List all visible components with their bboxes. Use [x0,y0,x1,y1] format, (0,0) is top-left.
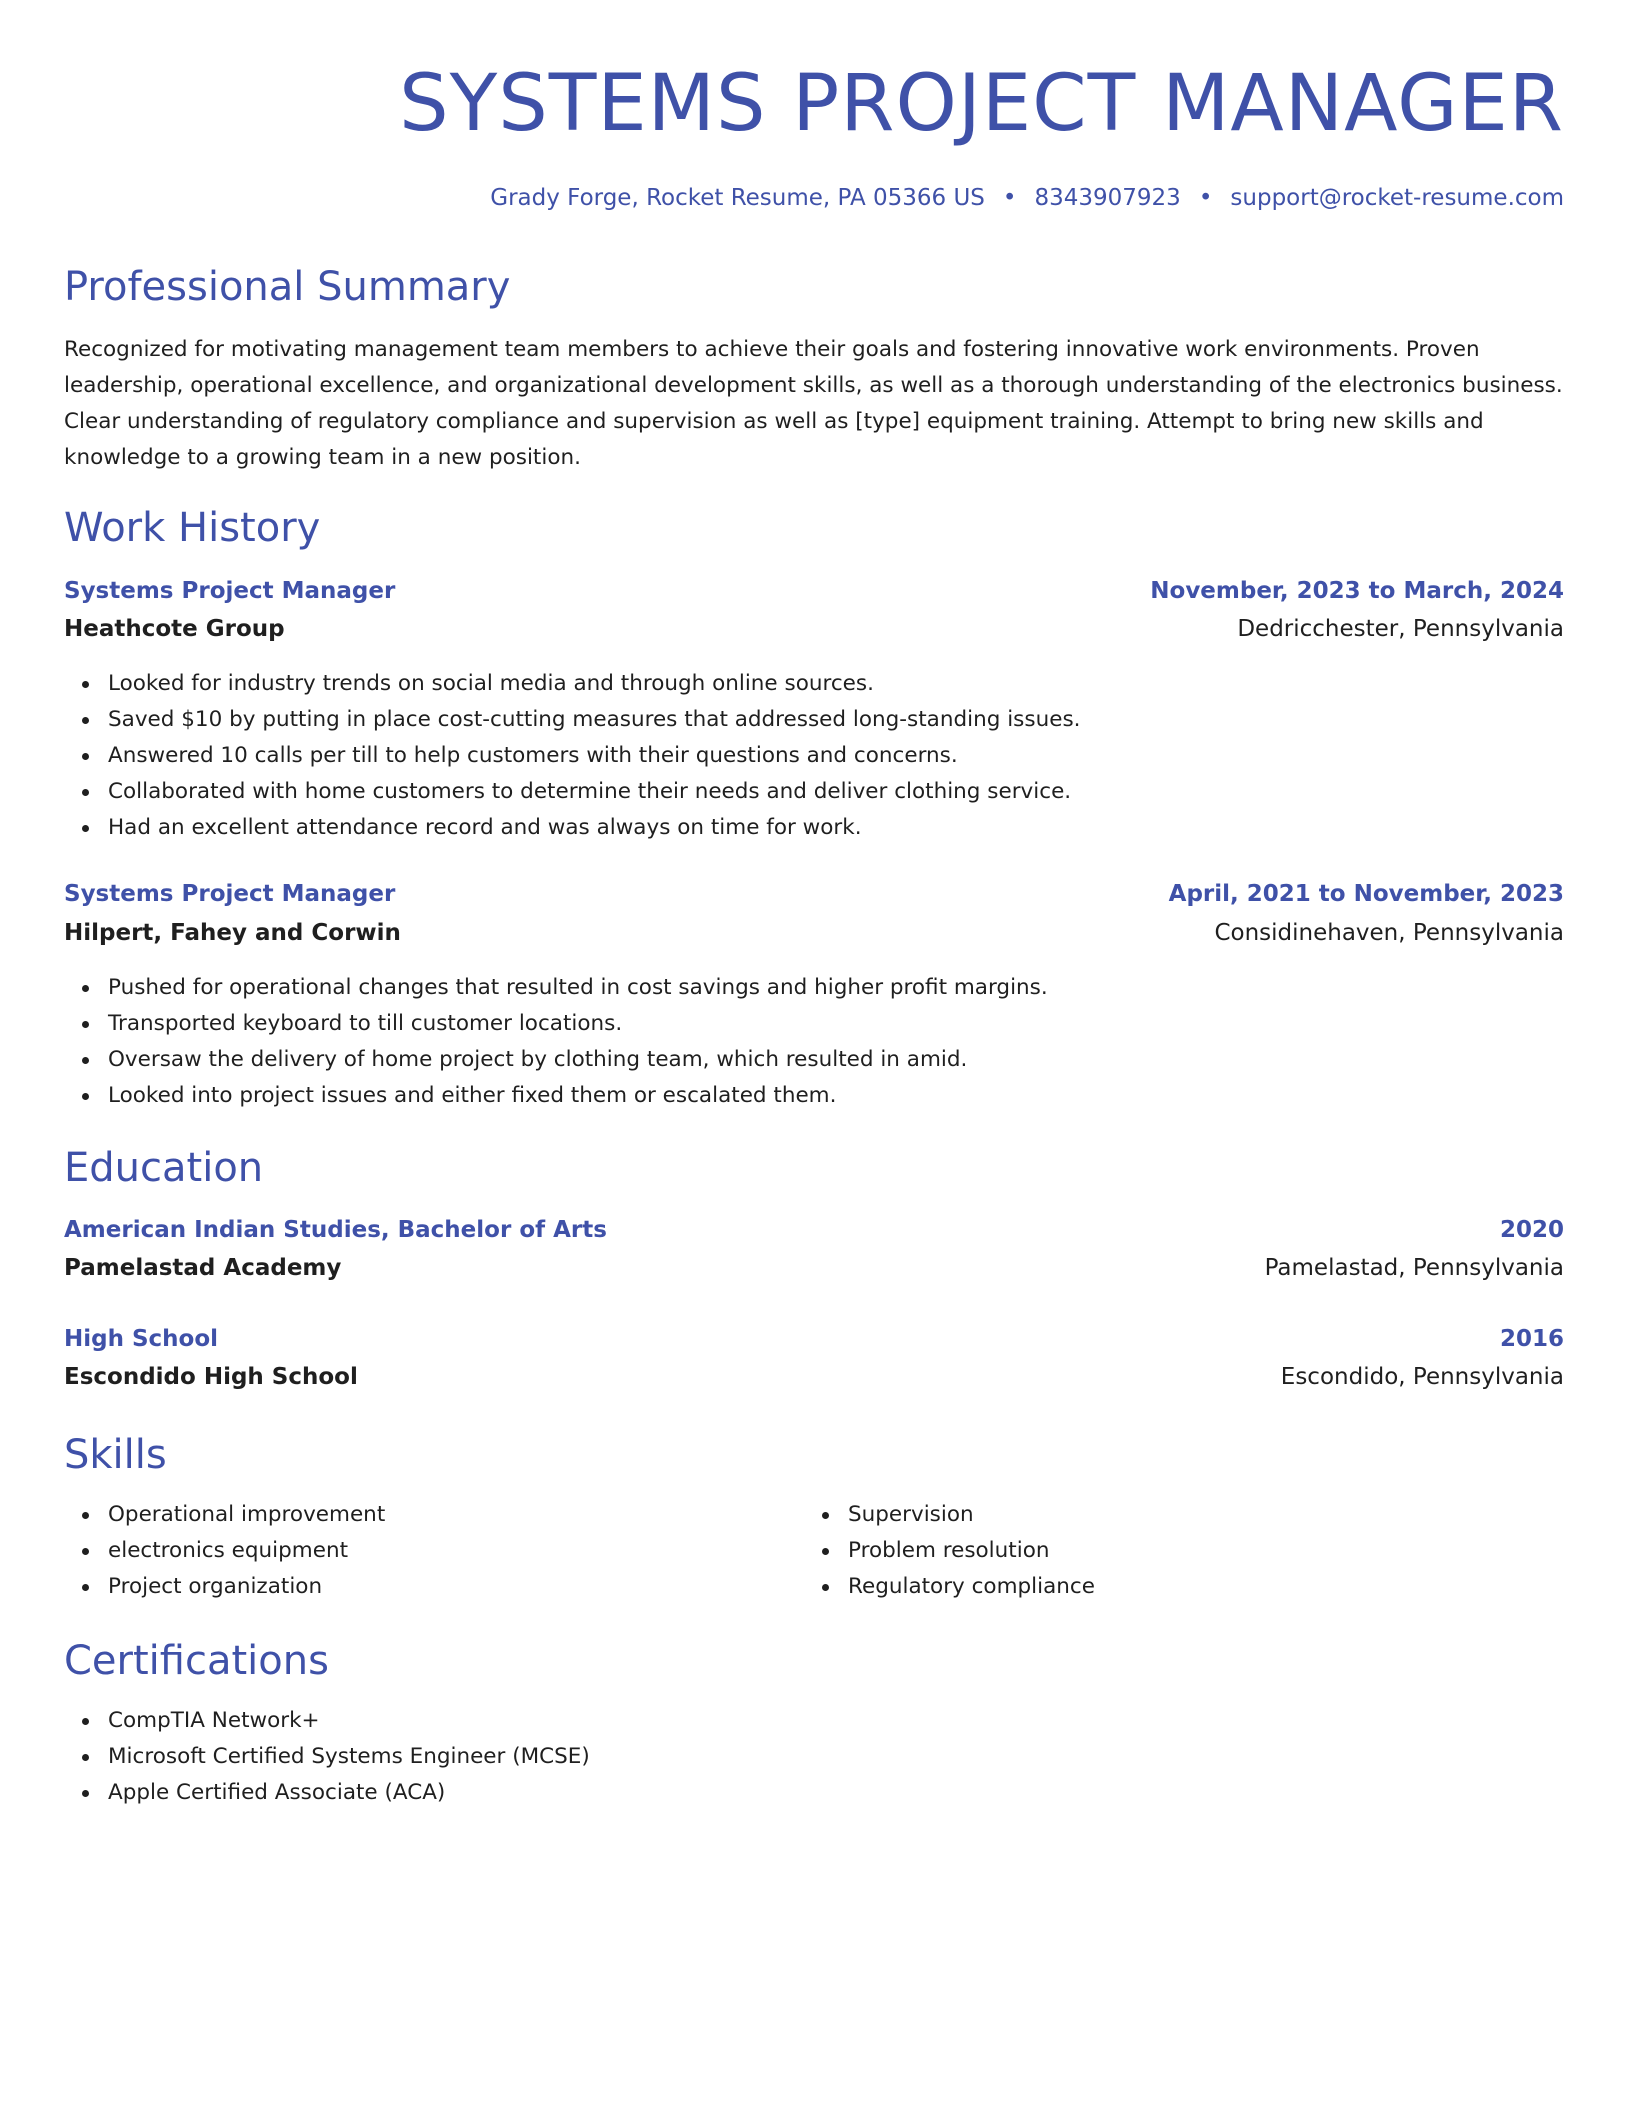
summary-heading: Professional Summary [64,264,511,310]
job-bullets [64,970,1048,1114]
job-dates: November, 2023 to March, 2024 [1150,578,1564,604]
job-location: Dedricchester, Pennsylvania [1237,616,1564,642]
contact-address: Grady Forge, Rocket Resume, PA 05366 US [490,185,985,211]
list-item: Supervision [848,1497,1095,1533]
contact-phone: 8343907923 [1034,185,1181,211]
education-location: Pamelastad, Pennsylvania [1264,1255,1564,1281]
contact-email: support@rocket-resume.com [1230,185,1564,211]
education-school-row [64,1251,1564,1285]
list-item: electronics equipment [108,1533,385,1569]
list-item: Pushed for operational changes that resulted in cost savings and higher profit margins. [108,970,1048,1006]
job-company: Heathcote Group [64,616,285,642]
skills-heading: Skills [64,1432,167,1478]
list-item: Collaborated with home customers to determine their needs and deliver clothing service. [108,774,1080,810]
resume-title: SYSTEMS PROJECT MANAGER [399,59,1564,149]
education-school: Pamelastad Academy [64,1255,342,1281]
list-item: Operational improvement [108,1497,385,1533]
contact-separator: • [1002,185,1017,211]
education-location: Escondido, Pennsylvania [1280,1364,1564,1390]
education-degree: American Indian Studies, Bachelor of Arts [64,1217,607,1243]
job-title: Systems Project Manager [64,881,396,907]
list-item: Problem resolution [848,1533,1095,1569]
summary-text: Recognized for motivating management team members to achieve their goals and fostering innovative work environments. Proven leadership, operational excellence, and organizational development skills, as well as a thorough understanding of the electronics business. Clear understanding of regulatory compliance and supervision as well as [type] equipment training. Attempt to bring new skills and knowledge to a growing team in a new position. [64,337,1563,470]
contact-separator: • [1198,185,1213,211]
list-item: Oversaw the delivery of home project by clothing team, which resulted in amid. [108,1042,1048,1078]
list-item: Project organization [108,1569,385,1605]
list-item: Had an excellent attendance record and was always on time for work. [108,810,1080,846]
job-company: Hilpert, Fahey and Corwin [64,920,401,946]
list-item: Looked for industry trends on social media and through online sources. [108,666,1080,702]
job-bullets [64,666,1080,846]
list-item: Transported keyboard to till customer locations. [108,1006,1048,1042]
list-item: Regulatory compliance [848,1569,1095,1605]
list-item: Saved $10 by putting in place cost-cutting measures that addressed long-standing issues. [108,702,1080,738]
job-employer-row [64,916,1564,950]
education-year: 2020 [1499,1217,1564,1243]
list-item: CompTIA Network+ [108,1703,590,1739]
job-header [64,574,1564,608]
contact-line [64,182,1564,214]
education-year: 2016 [1499,1326,1564,1352]
job-location: Considinehaven, Pennsylvania [1214,920,1564,946]
education-degree: High School [64,1326,219,1352]
list-item: Apple Certified Associate (ACA) [108,1775,590,1811]
list-item: Looked into project issues and either fixed them or escalated them. [108,1078,1048,1114]
certifications-heading: Certifications [64,1638,329,1684]
education-school: Escondido High School [64,1364,358,1390]
list-item: Microsoft Certified Systems Engineer (MCSE) [108,1739,590,1775]
work-history-heading: Work History [64,505,321,551]
education-header [64,1322,1564,1356]
job-dates: April, 2021 to November, 2023 [1168,881,1564,907]
education-header [64,1213,1564,1247]
job-title: Systems Project Manager [64,578,396,604]
education-heading: Education [64,1145,264,1191]
certifications-list [64,1703,590,1811]
skills-list-left [64,1497,385,1605]
list-item: Answered 10 calls per till to help customers with their questions and concerns. [108,738,1080,774]
education-school-row [64,1360,1564,1394]
job-header [64,877,1564,911]
skills-list-right [804,1497,1095,1605]
job-employer-row [64,612,1564,646]
